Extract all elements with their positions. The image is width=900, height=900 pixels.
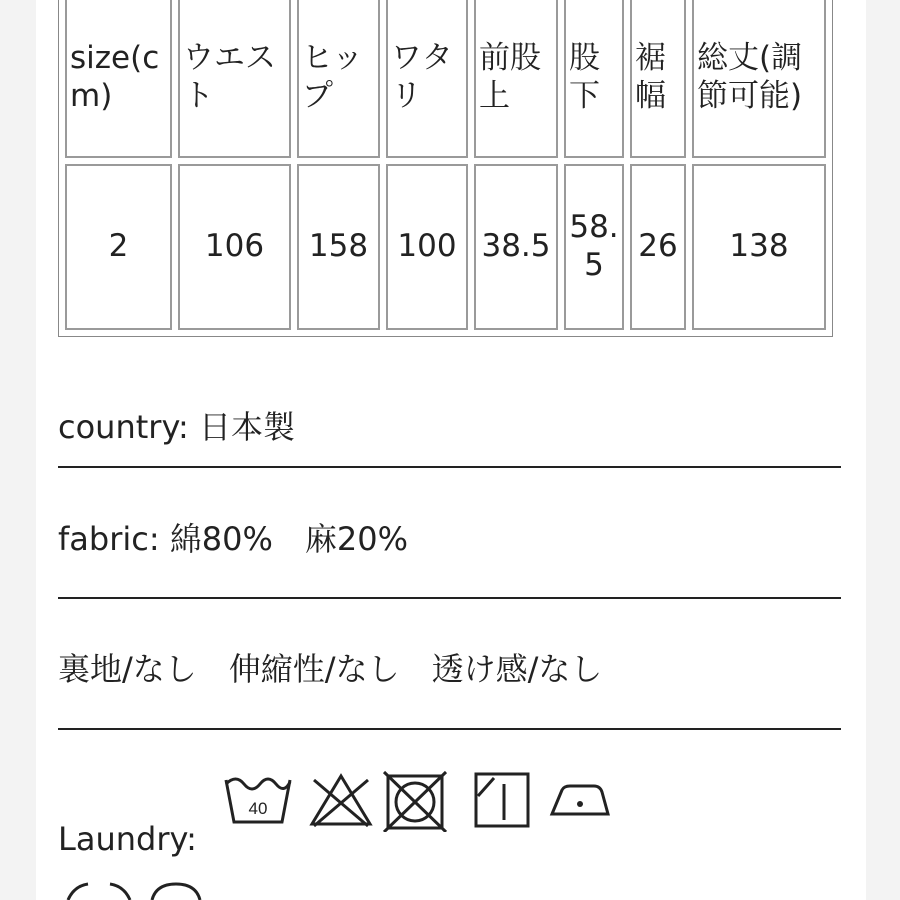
dry-clean-icon (64, 880, 134, 900)
header-hem-width: 裾幅 (630, 0, 686, 158)
value-hem-width: 26 (630, 164, 686, 330)
circle-icon (146, 880, 206, 900)
fabric-text: fabric: 綿80% 麻20% (58, 520, 409, 558)
size-table-header-row (65, 0, 826, 158)
value-size: 2 (65, 164, 172, 330)
properties-text: 裏地/なし 伸縮性/なし 透け感/なし (58, 650, 603, 688)
divider (58, 597, 841, 599)
header-waist: ウエスト (178, 0, 291, 158)
header-hip: ヒップ (297, 0, 380, 158)
value-front-rise: 38.5 (474, 164, 558, 330)
value-total-length: 138 (692, 164, 826, 330)
divider (58, 466, 841, 468)
low-iron-icon (546, 770, 612, 826)
wash-40-icon (222, 770, 294, 830)
value-waist: 106 (178, 164, 291, 330)
value-hip: 158 (297, 164, 380, 330)
size-table (58, 0, 833, 337)
divider (58, 728, 841, 730)
value-thigh: 100 (386, 164, 468, 330)
header-inseam: 股下 (564, 0, 624, 158)
no-bleach-icon (308, 770, 374, 830)
size-table-data-row (65, 164, 826, 330)
header-front-rise: 前股上 (474, 0, 558, 158)
country-text: country: 日本製 (58, 408, 296, 446)
value-inseam: 58.5 (564, 164, 624, 330)
no-tumble-dry-icon (382, 770, 448, 832)
header-size: size(cm) (65, 0, 172, 158)
header-thigh: ワタリ (386, 0, 468, 158)
header-total-length: 総丈(調節可能) (692, 0, 826, 158)
laundry-label: Laundry: (58, 820, 197, 858)
line-dry-icon (472, 770, 532, 830)
wash-temp-label: 40 (248, 799, 268, 818)
